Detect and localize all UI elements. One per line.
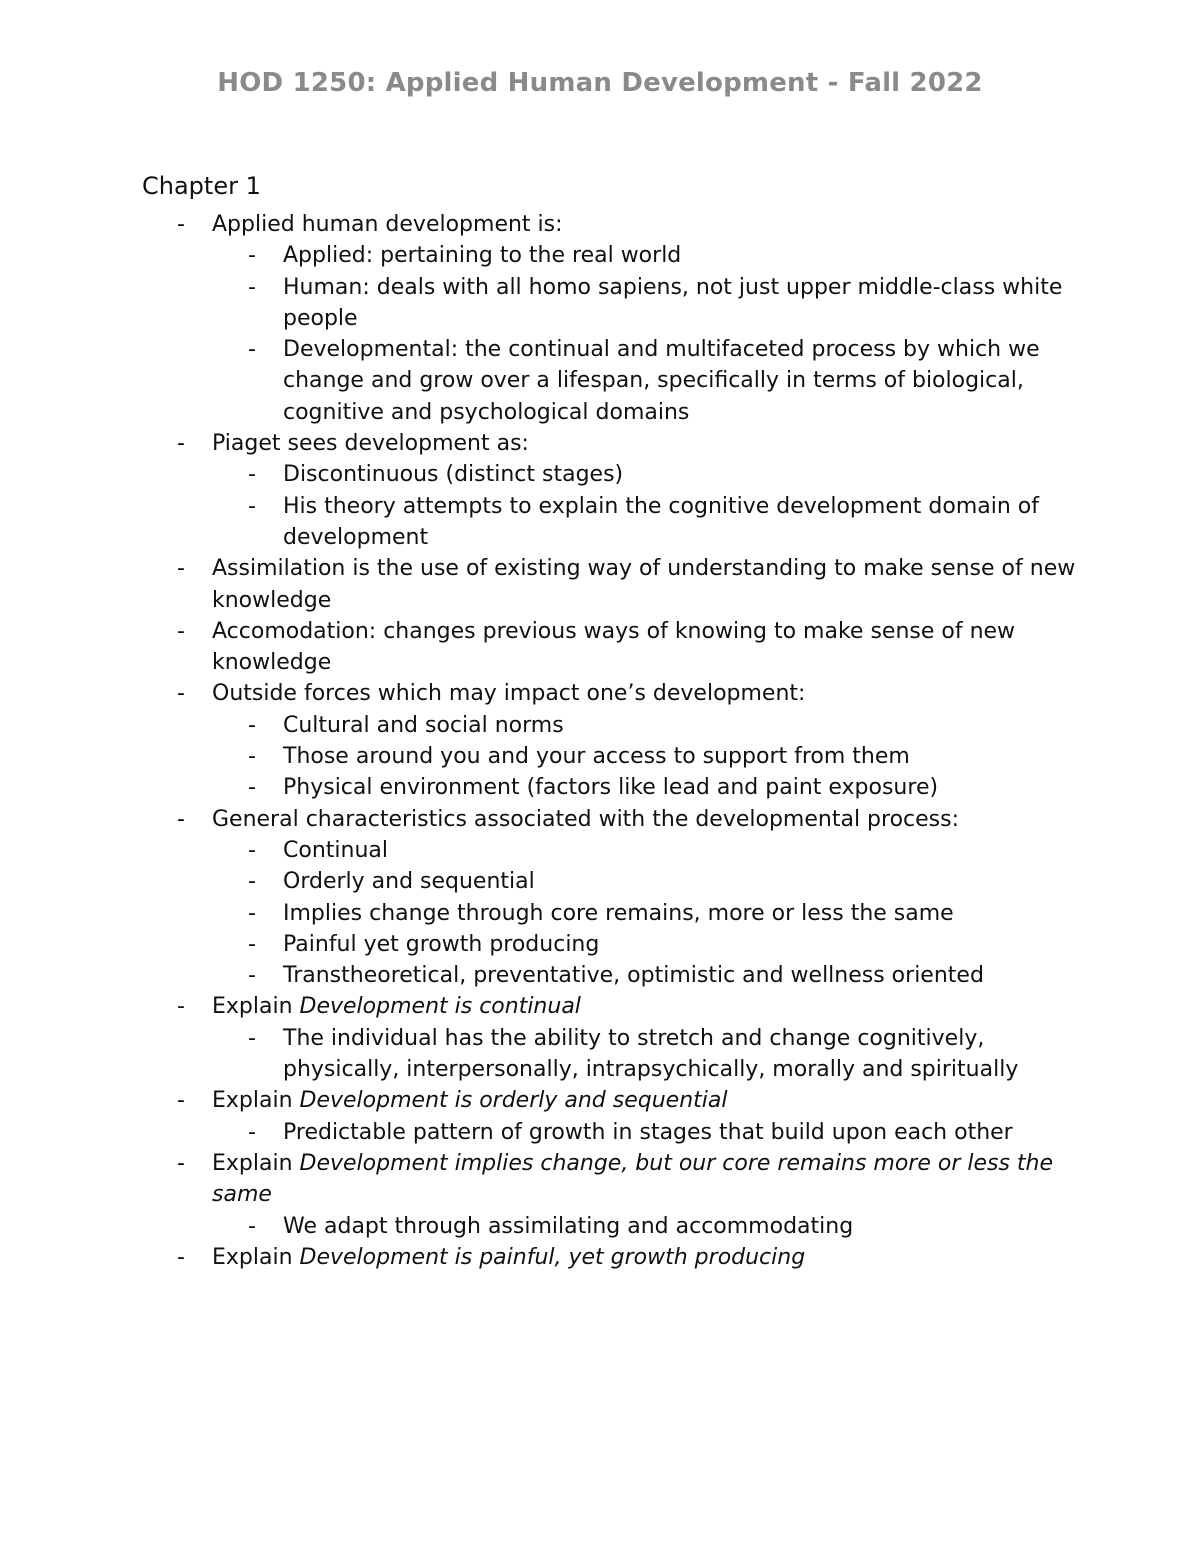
dash-bullet: - [248, 869, 256, 895]
chapter-heading: Chapter 1 [142, 172, 261, 200]
dash-bullet: - [177, 618, 185, 644]
item-text: General characteristics associated with the developmental process: [212, 806, 960, 832]
dash-bullet: - [177, 1244, 185, 1270]
list-item [142, 678, 1082, 709]
item-text: Discontinuous (distinct stages) [283, 462, 624, 488]
list-item [142, 553, 1082, 616]
dash-bullet: - [177, 1150, 185, 1176]
sub-list-item [142, 1023, 1082, 1086]
item-text: Physical environment (factors like lead and paint exposure) [283, 775, 939, 801]
sub-list-item [142, 772, 1082, 803]
dash-bullet: - [248, 243, 256, 269]
explain-prefix: Explain [212, 1088, 300, 1114]
item-text: Cultural and social norms [283, 712, 564, 738]
list-item [142, 209, 1082, 240]
sub-list-item [142, 835, 1082, 866]
dash-bullet: - [248, 1025, 256, 1051]
dash-bullet: - [177, 681, 185, 707]
sub-list-item [142, 491, 1082, 554]
explain-topic: Development implies change, but our core remains more or less the same [212, 1150, 1054, 1208]
sub-list-item [142, 1211, 1082, 1242]
dash-bullet: - [248, 1213, 256, 1239]
explain-prefix: Explain [212, 1150, 300, 1176]
item-text: Transtheoretical, preventative, optimistic and wellness oriented [283, 963, 984, 989]
sub-list-item [142, 459, 1082, 490]
dash-bullet: - [177, 806, 185, 832]
item-text: Developmental: the continual and multifaceted process by which we change and grow over a lifespan, specifically in terms of biological, cognitive and psychological domains [283, 337, 1040, 425]
dash-bullet: - [248, 1119, 256, 1145]
list-item [142, 616, 1082, 679]
chapter-notes [142, 209, 1082, 1273]
dash-bullet: - [248, 337, 256, 363]
dash-bullet: - [248, 837, 256, 863]
item-text: Orderly and sequential [283, 869, 535, 895]
sub-list-item [142, 710, 1082, 741]
dash-bullet: - [248, 775, 256, 801]
dash-bullet: - [248, 744, 256, 770]
dash-bullet: - [177, 212, 185, 237]
list-item [142, 1242, 1082, 1273]
sub-list-item [142, 1117, 1082, 1148]
sub-list-item [142, 272, 1082, 335]
item-text: Assimilation is the use of existing way of understanding to make sense of new knowledge [212, 556, 1076, 613]
item-text: Painful yet growth producing [283, 931, 600, 957]
sub-list-item [142, 960, 1082, 991]
item-text: Predictable pattern of growth in stages that build upon each other [283, 1119, 1013, 1145]
explain-prefix: Explain [212, 994, 300, 1020]
item-text: Piaget sees development as: [212, 431, 529, 457]
sub-list-item [142, 240, 1082, 271]
item-text: Implies change through core remains, more or less the same [283, 900, 954, 926]
item-text: Outside forces which may impact one’s development: [212, 681, 806, 707]
dash-bullet: - [248, 712, 256, 738]
sub-list-item [142, 929, 1082, 960]
sub-list-item [142, 334, 1082, 428]
dash-bullet: - [248, 274, 256, 300]
item-text: His theory attempts to explain the cognitive development domain of development [283, 493, 1040, 550]
sub-list-item [142, 898, 1082, 929]
explain-topic: Development is orderly and sequential [299, 1088, 728, 1114]
item-text: Continual [283, 837, 388, 863]
item-text: Those around you and your access to support from them [283, 744, 910, 770]
page-header: HOD 1250: Applied Human Development - Fall 2022 [217, 68, 983, 98]
list-item [142, 804, 1082, 835]
explain-topic: Development is painful, yet growth producing [299, 1244, 806, 1270]
item-text: Applied: pertaining to the real world [283, 243, 682, 269]
sub-list-item [142, 866, 1082, 897]
list-item [142, 428, 1082, 459]
notes-list [142, 209, 1082, 1273]
item-text: Applied human development is: [212, 212, 563, 237]
sub-list-item [142, 741, 1082, 772]
dash-bullet: - [177, 994, 185, 1020]
dash-bullet: - [248, 493, 256, 519]
dash-bullet: - [248, 963, 256, 989]
list-item [142, 1148, 1082, 1211]
item-text: Human: deals with all homo sapiens, not just upper middle-class white people [283, 274, 1063, 331]
dash-bullet: - [177, 431, 185, 457]
dash-bullet: - [177, 1088, 185, 1114]
item-text: The individual has the ability to stretch and change cognitively, physically, interpersonally, intrapsychically, morally and spiritually [283, 1025, 1019, 1083]
list-item [142, 991, 1082, 1022]
explain-prefix: Explain [212, 1244, 300, 1270]
dash-bullet: - [248, 462, 256, 488]
list-item [142, 1085, 1082, 1116]
dash-bullet: - [248, 900, 256, 926]
item-text: Accomodation: changes previous ways of knowing to make sense of new knowledge [212, 618, 1016, 676]
dash-bullet: - [177, 556, 185, 582]
item-text: We adapt through assimilating and accommodating [283, 1213, 854, 1239]
dash-bullet: - [248, 931, 256, 957]
explain-topic: Development is continual [299, 994, 581, 1020]
